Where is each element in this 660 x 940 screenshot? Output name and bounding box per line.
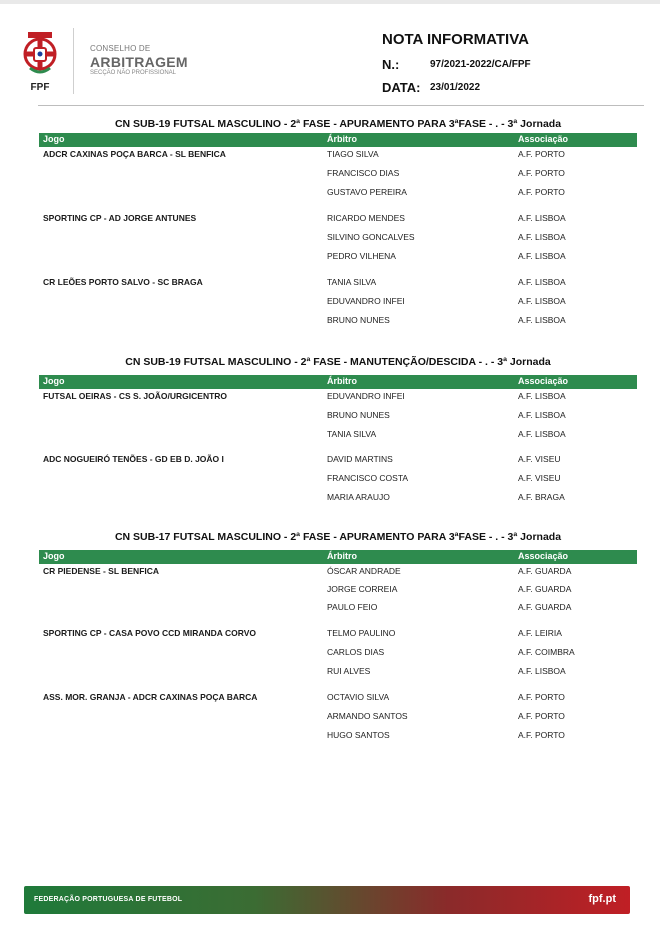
association: A.F. PORTO (518, 711, 565, 721)
referee-name: TIAGO SILVA (327, 149, 379, 159)
table-row (39, 294, 637, 313)
game-group (39, 626, 637, 683)
game-name: SPORTING CP - CASA POVO CCD MIRANDA CORVO (43, 628, 256, 638)
association: A.F. GUARDA (518, 602, 572, 612)
col-associacao: Associação (518, 551, 569, 561)
section-title: CN SUB-19 FUTSAL MASCULINO - 2ª FASE - MANUTENÇÃO/DESCIDA - . - 3ª Jornada (125, 356, 551, 368)
association: A.F. PORTO (518, 187, 565, 197)
section-sub19-apuramento (39, 117, 637, 332)
association: A.F. PORTO (518, 149, 565, 159)
game-name: ASS. MOR. GRANJA - ADCR CAXINAS POÇA BARCA (43, 692, 258, 702)
col-jogo: Jogo (43, 551, 65, 561)
table-row (39, 230, 637, 249)
logo-text: FPF (30, 82, 50, 93)
association: A.F. BRAGA (518, 492, 565, 502)
referee-name: JORGE CORREIA (327, 584, 398, 594)
table-row (39, 452, 637, 471)
col-jogo: Jogo (43, 134, 65, 144)
table-row (39, 600, 637, 618)
game-name: ADC NOGUEIRÓ TENÕES - GD EB D. JOÃO I (43, 454, 224, 464)
number-label: N.: (382, 57, 400, 72)
table-row (39, 185, 637, 204)
game-group (39, 389, 637, 446)
referee-name: OCTAVIO SILVA (327, 692, 390, 702)
number-value: 97/2021-2022/CA/FPF (430, 59, 531, 70)
association: A.F. LISBOA (518, 429, 566, 439)
game-group (39, 452, 637, 509)
table-row (39, 664, 637, 683)
date-label: DATA: (382, 80, 421, 95)
footer-federation: FEDERAÇÃO PORTUGUESA DE FUTEBOL (34, 896, 183, 903)
referee-name: EDUVANDRO INFEI (327, 391, 405, 401)
section-sub19-manutencao (39, 355, 637, 509)
referee-name: EDUVANDRO INFEI (327, 296, 405, 306)
association: A.F. VISEU (518, 473, 561, 483)
referee-name: BRUNO NUNES (327, 410, 390, 420)
referee-name: MARIA ARAUJO (327, 492, 390, 502)
table-row (39, 626, 637, 645)
referee-name: SILVINO GONCALVES (327, 232, 415, 242)
org-line1: CONSELHO DE (90, 44, 151, 53)
col-associacao: Associação (518, 376, 569, 386)
association: A.F. LISBOA (518, 251, 566, 261)
game-group (39, 147, 637, 204)
table-row (39, 564, 637, 582)
col-arbitro: Árbitro (327, 376, 357, 386)
referee-name: HUGO SANTOS (327, 730, 390, 740)
org-line2: ARBITRAGEM (90, 54, 188, 70)
association: A.F. GUARDA (518, 566, 572, 576)
top-edge (0, 0, 660, 4)
section-title: CN SUB-17 FUTSAL MASCULINO - 2ª FASE - APURAMENTO PARA 3ªFASE - . - 3ª Jornada (114, 531, 562, 543)
association: A.F. GUARDA (518, 584, 572, 594)
table-row (39, 389, 637, 408)
association: A.F. LISBOA (518, 666, 566, 676)
referee-name: BRUNO NUNES (327, 315, 390, 325)
date-value: 23/01/2022 (430, 82, 481, 93)
game-name: FUTSAL OEIRAS - CS S. JOÃO/URGICENTRO (43, 391, 228, 401)
association: A.F. PORTO (518, 168, 565, 178)
table-row (39, 249, 637, 268)
association: A.F. PORTO (518, 692, 565, 702)
table-row (39, 166, 637, 185)
referee-name: FRANCISCO DIAS (327, 168, 400, 178)
table-row (39, 490, 637, 509)
footer-website-link[interactable]: fpf.pt (588, 893, 616, 905)
association: A.F. LISBOA (518, 410, 566, 420)
table-row (39, 275, 637, 294)
table-row (39, 690, 637, 709)
header-rule (38, 105, 644, 106)
game-name: SPORTING CP - AD JORGE ANTUNES (43, 213, 197, 223)
association: A.F. LISBOA (518, 232, 566, 242)
document-title: NOTA INFORMATIVA (382, 31, 529, 48)
col-jogo: Jogo (43, 376, 65, 386)
game-group (39, 211, 637, 268)
association: A.F. VISEU (518, 454, 561, 464)
association: A.F. COIMBRA (518, 647, 575, 657)
col-associacao: Associação (518, 134, 569, 144)
table-row (39, 313, 637, 332)
col-arbitro: Árbitro (327, 551, 357, 561)
header-divider (73, 28, 74, 94)
referee-name: PEDRO VILHENA (327, 251, 396, 261)
table-row (39, 645, 637, 664)
referee-name: ARMANDO SANTOS (327, 711, 408, 721)
referee-name: DAVID MARTINS (327, 454, 393, 464)
table-row (39, 471, 637, 490)
table-row (39, 147, 637, 166)
association: A.F. LEIRIA (518, 628, 562, 638)
referee-name: TANIA SILVA (327, 429, 377, 439)
table-header (39, 133, 637, 147)
table-header (39, 550, 637, 564)
association: A.F. LISBOA (518, 391, 566, 401)
table-row (39, 211, 637, 230)
association: A.F. PORTO (518, 730, 565, 740)
table-row (39, 709, 637, 728)
table-row (39, 427, 637, 446)
association: A.F. LISBOA (518, 277, 566, 287)
game-name: CR PIEDENSE - SL BENFICA (43, 566, 160, 576)
table-header (39, 375, 637, 389)
referee-name: RICARDO MENDES (327, 213, 405, 223)
game-name: CR LEÕES PORTO SALVO - SC BRAGA (43, 277, 203, 287)
referee-name: FRANCISCO COSTA (327, 473, 409, 483)
referee-name: GUSTAVO PEREIRA (327, 187, 407, 197)
section-title: CN SUB-19 FUTSAL MASCULINO - 2ª FASE - APURAMENTO PARA 3ªFASE - . - 3ª Jornada (114, 118, 562, 130)
game-group (39, 564, 637, 618)
referee-name: PAULO FEIO (327, 602, 378, 612)
association: A.F. LISBOA (518, 213, 566, 223)
referee-name: RUI ALVES (327, 666, 371, 676)
col-arbitro: Árbitro (327, 134, 357, 144)
game-name: ADCR CAXINAS POÇA BARCA - SL BENFICA (43, 149, 226, 159)
referee-name: TELMO PAULINO (327, 628, 396, 638)
footer-banner (24, 886, 630, 914)
section-sub17-apuramento (39, 530, 637, 747)
association: A.F. LISBOA (518, 296, 566, 306)
referee-name: TANIA SILVA (327, 277, 377, 287)
table-row (39, 582, 637, 600)
referee-name: ÓSCAR ANDRADE (327, 566, 401, 576)
table-row (39, 408, 637, 427)
game-group (39, 690, 637, 747)
referee-name: CARLOS DIAS (327, 647, 385, 657)
game-group (39, 275, 637, 332)
table-row (39, 728, 637, 747)
org-line3: SECÇÃO NÃO PROFISSIONAL (90, 70, 177, 76)
association: A.F. LISBOA (518, 315, 566, 325)
